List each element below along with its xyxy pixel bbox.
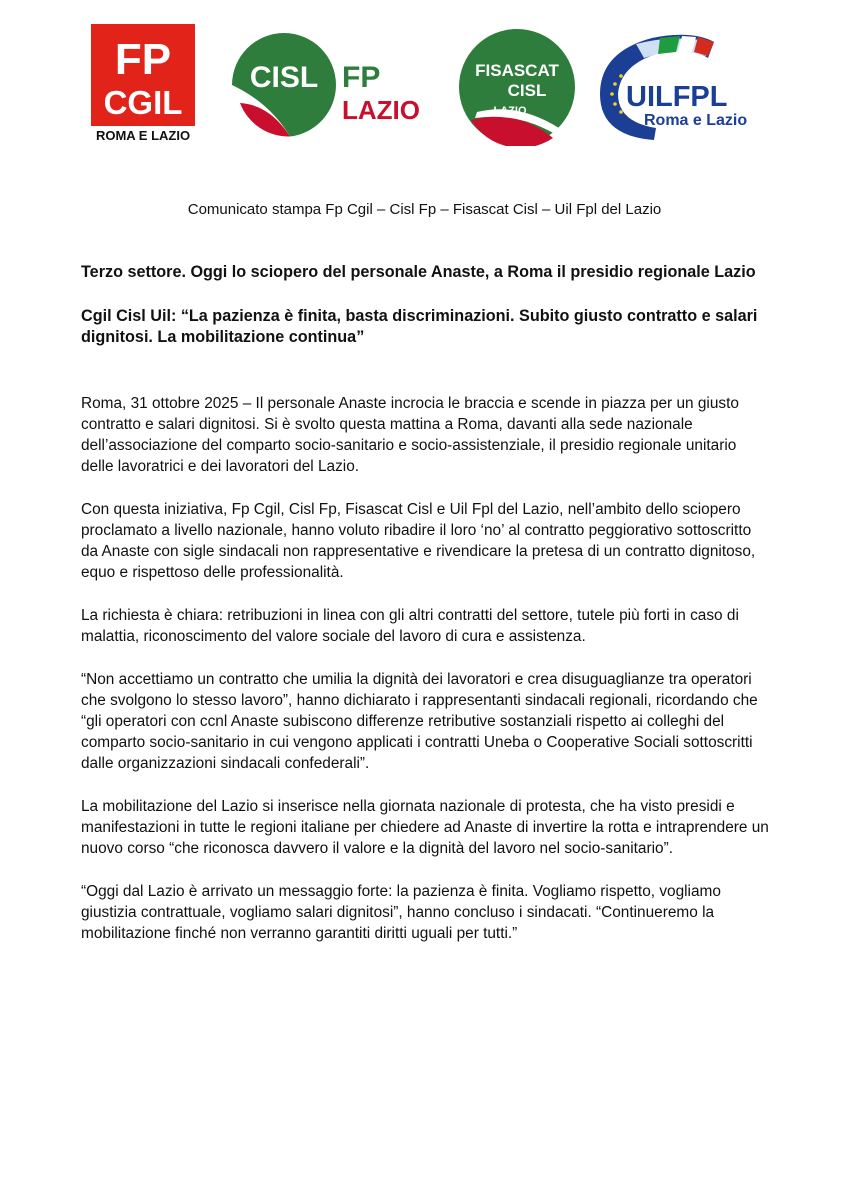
- paragraph: Roma, 31 ottobre 2025 – Il personale Anaste incrocia le braccia e scende in piazza per un giusto contratto e salari dignitosi. Si è svolto questa mattina a Roma, davanti alla sede nazionale dell’associazione del comparto socio-sanitario e socio-assistenziale, il presidio regionale unitario delle lavoratrici e dei lavoratori del Lazio.: [81, 395, 739, 475]
- headline-secondary: Cgil Cisl Uil: “La pazienza è finita, basta discriminazioni. Subito giusto contratto e salari dignitosi. La mobilitazione continua”: [81, 307, 758, 346]
- paragraph: Con questa iniziativa, Fp Cgil, Cisl Fp, Fisascat Cisl e Uil Fpl del Lazio, nell’ambito dello sciopero proclamato a livello nazionale, hanno voluto ribadire il loro ‘no’ al contratto peggiorativo sottoscritto da Anaste con sigle sindacali non rappresentative e rivendicare la pretesa di un contratto dignitoso, equo e rispettoso delle professionalità.: [81, 501, 756, 581]
- logo-bar: [0, 0, 849, 160]
- cisl-fp-lazio-logo: [230, 33, 420, 137]
- fp-cgil-logo: [91, 24, 195, 144]
- svg-text:UILFPL: UILFPL: [626, 81, 728, 113]
- svg-text:CISL: CISL: [249, 61, 319, 94]
- svg-text:FP: FP: [342, 61, 381, 94]
- paragraph: “Oggi dal Lazio è arrivato un messaggio forte: la pazienza è finita. Vogliamo rispetto, vogliamo giustizia contrattuale, vogliamo salari dignitosi”, hanno concluso i sindacati. “Continueremo la mobilitazione finché non verranno garantiti diritti uguali per tutti.”: [81, 883, 721, 942]
- svg-text:ROMA E LAZIO: ROMA E LAZIO: [95, 128, 191, 143]
- headline-primary: Terzo settore. Oggi lo sciopero del personale Anaste, a Roma il presidio regionale Lazio: [81, 263, 756, 281]
- fisascat-cisl-lazio-logo: [455, 28, 579, 146]
- svg-text:FISASCAT: FISASCAT: [475, 61, 559, 80]
- article-body: [81, 262, 771, 944]
- svg-text:CGIL: CGIL: [103, 84, 183, 121]
- svg-text:LAZIO: LAZIO: [493, 105, 527, 117]
- paragraph: La richiesta è chiara: retribuzioni in linea con gli altri contratti del settore, tutele più forti in caso di malattia, riconoscimento del valore sociale del lavoro di cura e assistenza.: [81, 607, 739, 645]
- paragraph: “Non accettiamo un contratto che umilia la dignità dei lavoratori e crea disuguaglianze tra operatori che svolgono lo stesso lavoro”, hanno dichiarato i rappresentanti sindacali regionali, ricordando che “gli operatori con ccnl Anaste subiscono differenze retributive sostanziali rispetto ai colleghi del comparto socio-sanitario in cui vengono applicati i contratti Uneba o Cooperative Sociali sottoscritti dalle organizzazioni sindacali confederali”.: [81, 671, 758, 772]
- paragraph: La mobilitazione del Lazio si inserisce nella giornata nazionale di protesta, che ha visto presidi e manifestazioni in tutte le regioni italiane per chiedere ad Anaste di invertire la rotta e intraprendere un nuovo corso “che riconosca davvero il valore e la dignità del lavoro nel socio-sanitario”.: [81, 798, 769, 857]
- svg-text:LAZIO: LAZIO: [342, 95, 420, 125]
- svg-text:FP: FP: [114, 35, 172, 84]
- uilfpl-roma-lazio-logo: [596, 32, 764, 142]
- svg-text:CISL: CISL: [507, 81, 547, 100]
- svg-text:Roma e Lazio: Roma e Lazio: [644, 112, 748, 129]
- press-release-subtitle: Comunicato stampa Fp Cgil – Cisl Fp – Fisascat Cisl – Uil Fpl del Lazio: [187, 201, 662, 218]
